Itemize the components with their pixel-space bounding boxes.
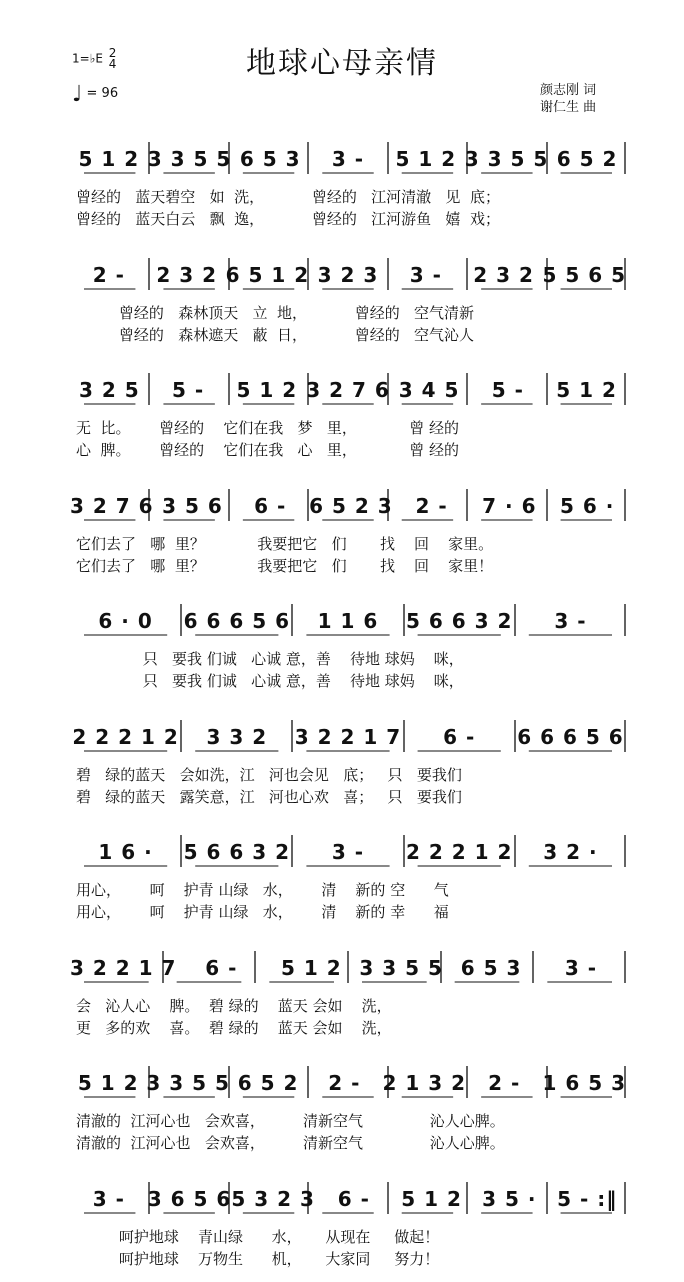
notation-line [70, 477, 626, 533]
measure: 6 - [337, 1186, 370, 1211]
measure: 5 5 6 5 [542, 262, 627, 287]
measure: 5 - [491, 378, 524, 402]
measure: 3 3 5 5 [464, 147, 549, 171]
measure: 2 - [92, 262, 125, 287]
measure: 3 3 5 5 [146, 1071, 230, 1095]
notation-line [70, 361, 626, 417]
measure: 3 3 2 [206, 724, 268, 749]
measure: 2 3 2 [156, 262, 218, 287]
tempo-value: = 96 [86, 86, 119, 101]
score-system [70, 708, 626, 820]
lyric-line-1: 曾经的 蓝天碧空 如 洗， 曾经的 江河清澈 见 底； [76, 188, 500, 206]
notation-line [70, 939, 626, 995]
measure: 6 5 3 [239, 147, 301, 171]
tempo-mark [72, 82, 118, 107]
lyric-line-2: 用心， 呵 护青 山绿 水， 清 新的 幸 福 [76, 903, 449, 921]
measure: 6 6 6 5 6 [517, 724, 624, 749]
measure: 6 5 2 [556, 147, 618, 171]
measure: 3 3 5 5 [359, 955, 443, 980]
measure: 2 1 3 2 [382, 1071, 467, 1095]
barlines [70, 246, 626, 302]
measure: 2 3 2 [473, 262, 534, 287]
measure: 3 - [554, 609, 587, 633]
measure: 5 6 6 3 2 [183, 840, 291, 864]
measure: 6 - [254, 493, 287, 518]
measure: 3 - [409, 262, 442, 287]
measure: 2 2 2 1 2 [72, 724, 179, 749]
measure: 3 2 7 6 [70, 493, 154, 518]
measure: 3 5 6 [162, 493, 223, 518]
score-system [70, 939, 626, 1051]
score-system [70, 1170, 626, 1282]
lyric-line-2: 只 要我 们诚 心诚 意，善 待地 球妈 咪， [76, 672, 464, 690]
lyric-line-2: 更 多的欢 喜。 碧 绿的 蓝天 会如 洗， [76, 1018, 392, 1037]
measure: 6 5 2 3 [309, 493, 393, 518]
measure: 3 6 5 6 [147, 1186, 232, 1211]
barlines [70, 708, 626, 764]
composer-credit: 谢仁生 曲 [540, 100, 597, 115]
measure: 7 · 6 [482, 493, 537, 518]
score-system [70, 361, 626, 473]
notation-line [70, 1054, 626, 1110]
notation-line [70, 823, 626, 879]
measure: 3 4 5 [398, 378, 460, 402]
measure: 2 - [415, 493, 448, 518]
measure: 6 5 3 [460, 955, 522, 980]
lyric-line-1: 清澈的 江河心也 会欢喜， 清新空气 沁人心脾。 [76, 1112, 505, 1130]
score-system [70, 246, 626, 358]
notation-line [70, 130, 626, 186]
measure: 3 2 2 1 7 [294, 724, 402, 749]
credits [540, 82, 596, 116]
barlines [70, 477, 626, 533]
lyric-line-1: 曾经的 森林顶天 立 地， 曾经的 空气清新 [76, 303, 475, 322]
key-signature [72, 48, 116, 70]
measure: 6 - [205, 955, 238, 980]
meter-top: 2 [108, 46, 117, 60]
score-system [70, 592, 626, 704]
score-system [70, 823, 626, 935]
measure: 2 2 2 1 2 [405, 840, 513, 864]
measure: 6 - [443, 724, 476, 749]
lyric-line-1: 它们去了 哪 里？ 我要把它 们 找 回 家里。 [76, 534, 494, 553]
measure: 3 2 5 [79, 378, 140, 402]
measure: 5 - [172, 378, 205, 402]
barlines [70, 361, 626, 417]
measure: 3 2 2 1 7 [70, 955, 177, 980]
measure: 1 6 · [98, 840, 153, 864]
lyric-line-2: 曾经的 森林遮天 蔽 日， 曾经的 空气沁人 [76, 325, 475, 344]
measure: 5 6 6 3 2 [405, 609, 513, 633]
meter-bottom: 4 [108, 57, 117, 71]
lyric-line-2: 它们去了 哪 里？ 我要把它 们 找 回 家里！ [76, 556, 494, 575]
measure: 3 - [331, 147, 365, 171]
measure: 5 6 · [559, 493, 615, 518]
measure: 3 2 · [543, 840, 598, 864]
lyric-line-2: 心 脾。 曾经的 它们在我 心 里， 曾 经的 [76, 441, 460, 459]
measure: 5 1 2 [236, 378, 298, 402]
notation-line [70, 708, 626, 764]
barlines [70, 130, 626, 186]
measure: 3 - [564, 955, 598, 980]
lyric-line-2: 曾经的 蓝天白云 飘 逸， 曾经的 江河游鱼 嬉 戏； [76, 210, 500, 228]
measure: 5 3 2 3 [231, 1186, 315, 1211]
measure: 5 1 2 [556, 378, 617, 402]
measure: 3 - [92, 1186, 125, 1211]
measure: 5 1 2 [78, 147, 140, 171]
measure: 3 2 7 6 [306, 378, 390, 402]
notation-line [70, 592, 626, 648]
lyric-line-1: 呵护地球 青山绿 水， 从现在 做起！ [76, 1227, 440, 1246]
barlines [70, 1170, 626, 1226]
lyric-line-1: 会 沁人心 脾。 碧 绿的 蓝天 会如 洗， [76, 996, 392, 1015]
measure: 3 5 · [482, 1186, 537, 1211]
time-signature [109, 48, 117, 70]
lyric-line-2: 清澈的 江河心也 会欢喜， 清新空气 沁人心脾。 [76, 1134, 505, 1152]
score-system [70, 1054, 626, 1166]
score-system [70, 130, 626, 242]
notation-line [70, 1170, 626, 1226]
measure: 6 5 1 2 [225, 262, 310, 287]
measure: 6 5 2 [237, 1071, 299, 1095]
measure: 5 - :‖ [557, 1186, 618, 1211]
barlines [70, 1054, 626, 1110]
barlines [70, 823, 626, 879]
measure: 5 1 2 [401, 1186, 462, 1211]
measure: 3 - [331, 840, 365, 864]
measure: 6 · 0 [98, 609, 153, 633]
measure: 2 - [488, 1071, 521, 1095]
notation-line [70, 246, 626, 302]
lyric-line-2: 碧 绿的蓝天 露笑意，江 河也心欢 喜； 只 要我们 [76, 787, 462, 806]
barlines [70, 939, 626, 995]
lyric-line-1: 用心， 呵 护青 山绿 水， 清 新的 空 气 [76, 881, 449, 899]
measure: 1 1 6 [317, 609, 379, 633]
measure: 5 1 2 [395, 147, 457, 171]
lyric-line-1: 无 比。 曾经的 它们在我 梦 里， 曾 经的 [76, 419, 460, 437]
score-system [70, 477, 626, 589]
lyricist-credit: 颜志刚 词 [540, 83, 597, 98]
measure: 3 3 5 5 [147, 147, 232, 171]
lyric-line-1: 只 要我 们诚 心诚 意，善 待地 球妈 咪， [76, 650, 464, 668]
lyric-line-2: 呵护地球 万物生 机， 大家同 努力！ [76, 1249, 440, 1268]
measure: 5 1 2 [77, 1071, 139, 1095]
measure: 2 - [328, 1071, 361, 1095]
song-title: 地球心母亲情 [246, 46, 438, 81]
measure: 3 2 3 [317, 262, 379, 287]
measure: 1 6 5 3 [542, 1071, 626, 1095]
measure: 6 6 6 5 6 [183, 609, 291, 633]
measure: 5 1 2 [280, 955, 342, 980]
barlines [70, 592, 626, 648]
lyric-line-1: 碧 绿的蓝天 会如洗，江 河也会见 底； 只 要我们 [76, 765, 462, 784]
key-label: 1=♭E [72, 51, 103, 66]
quarter-note-icon: ♩ [72, 82, 83, 107]
